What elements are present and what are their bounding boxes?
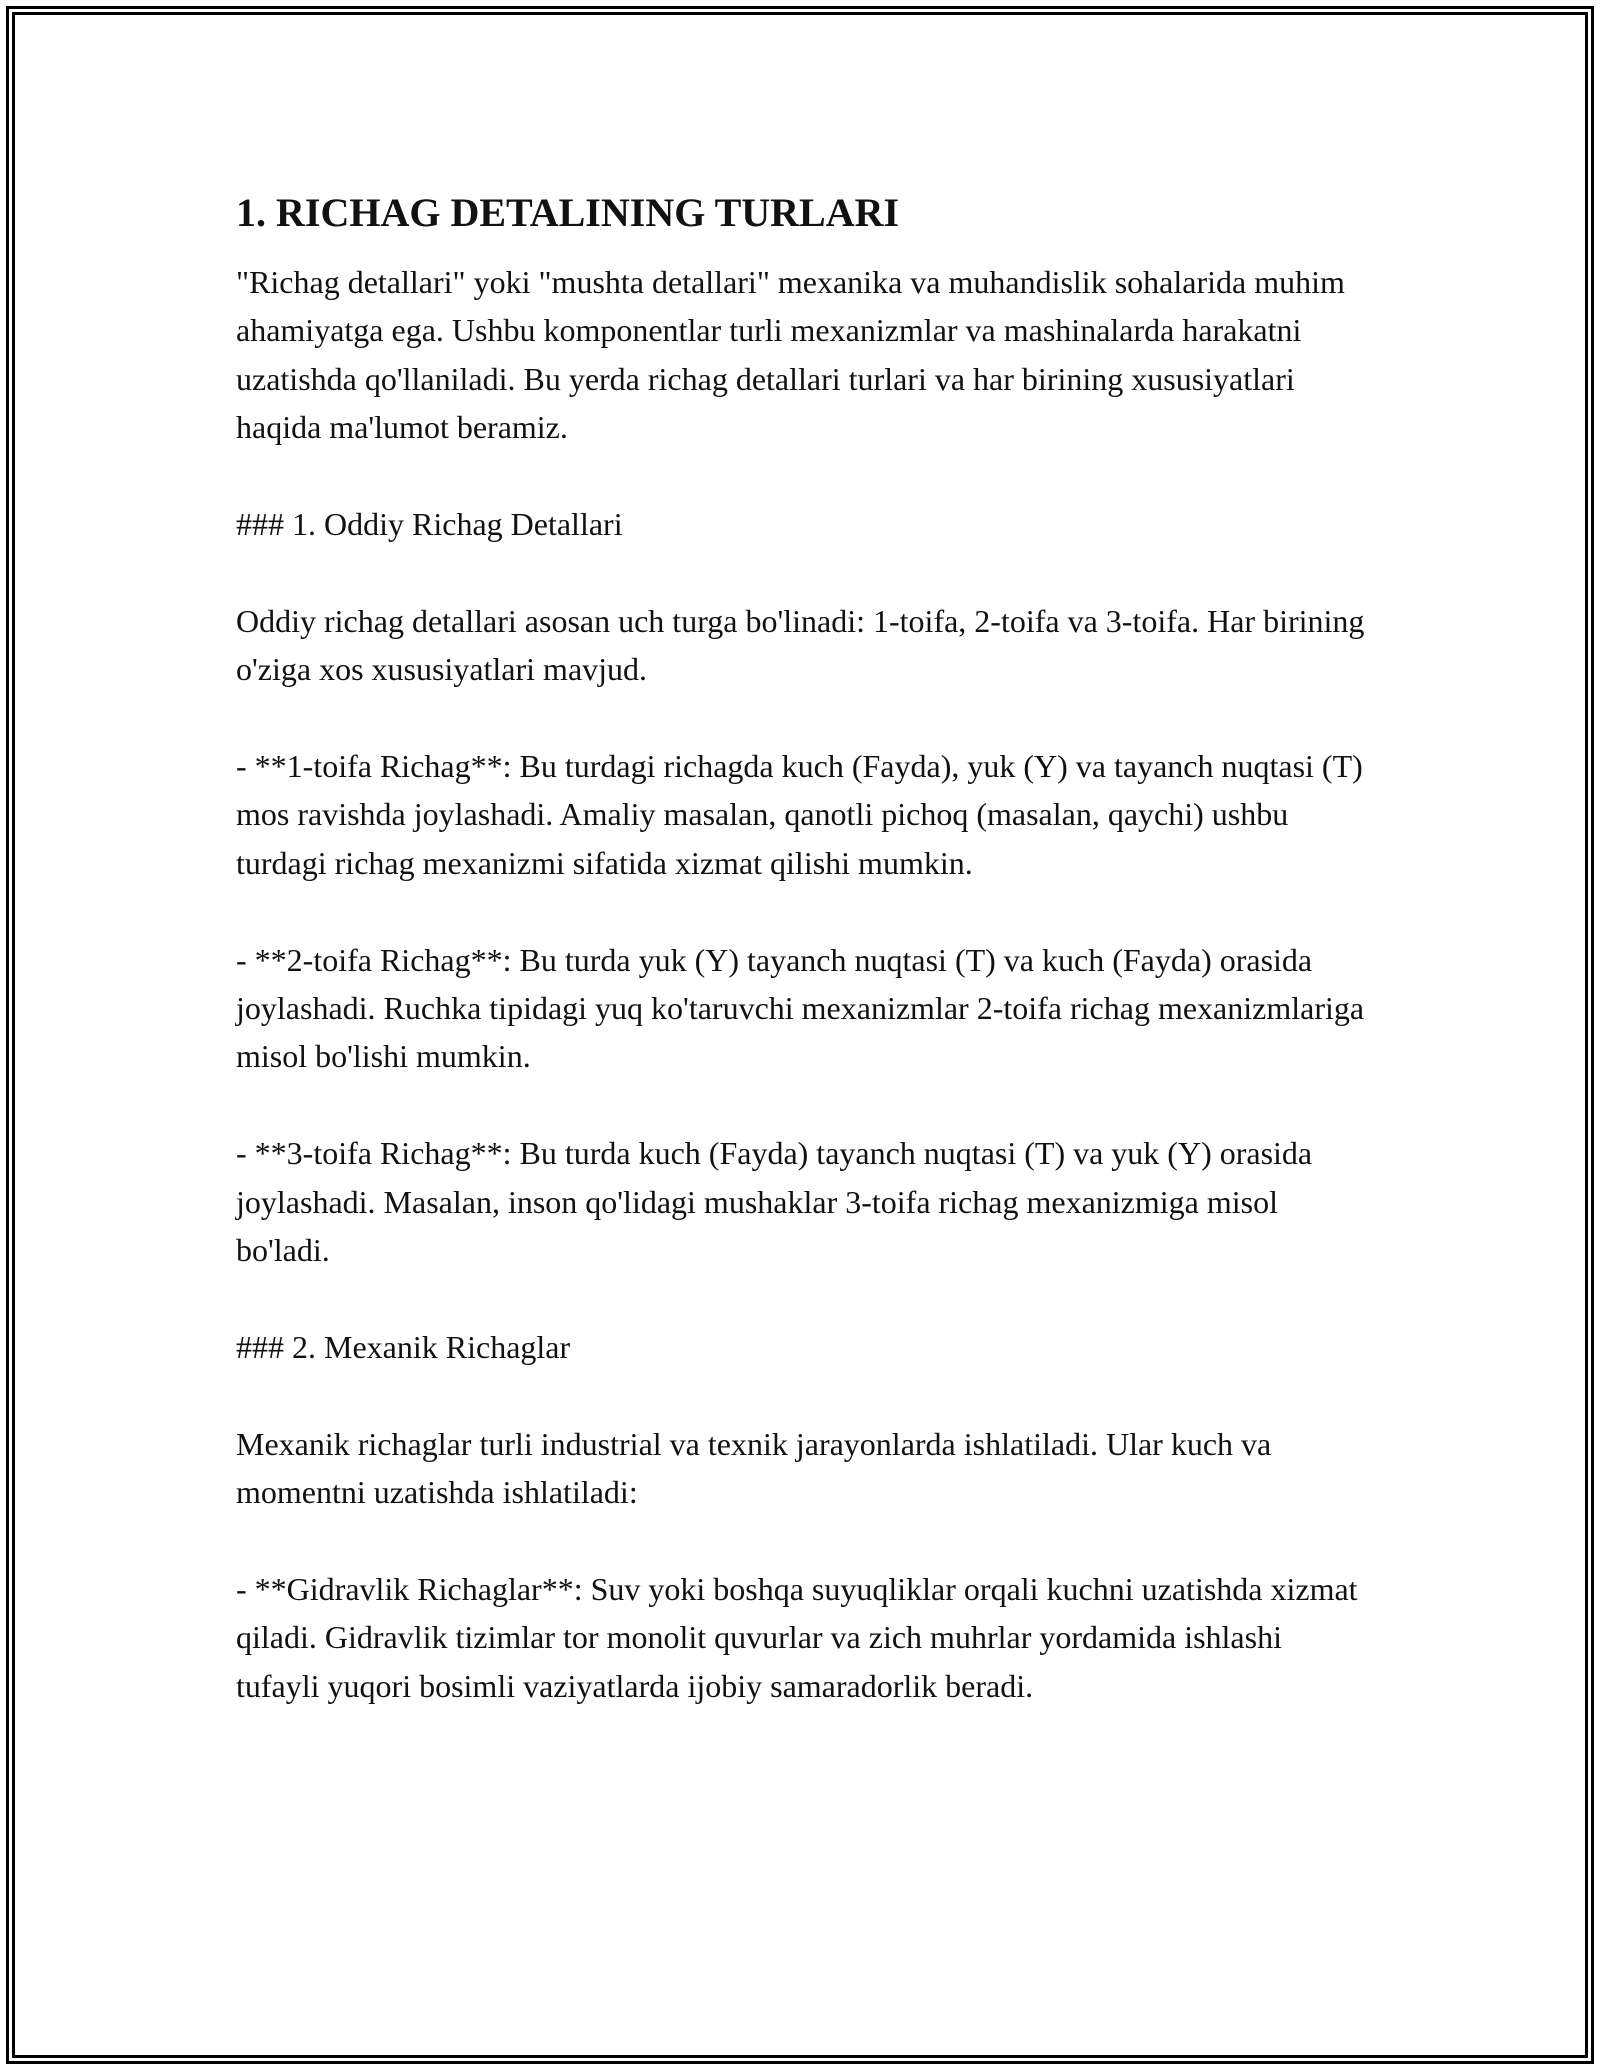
section-2-heading: ### 2. Mexanik Richaglar: [236, 1328, 571, 1365]
paragraph-gap: [236, 1081, 1366, 1129]
section-1-intro: Oddiy richag detallari asosan uch turga bo'linadi: 1-toifa, 2-toifa va 3-toifa. Har birining o'ziga xos xususiyatlari mavjud.: [236, 602, 1365, 688]
section-1-heading: ### 1. Oddiy Richag Detallari: [236, 506, 623, 543]
paragraph-gap: [236, 694, 1366, 742]
section-1-item-2: - **2-toifa Richag**: Bu turda yuk (Y) tayanch nuqtasi (T) va kuch (Fayda) orasida joylashadi. Ruchka tipidagi yuq ko'taruvchi mexanizmlar 2-toifa richag mexanizmlariga misol bo'lishi mumkin.: [236, 941, 1365, 1075]
intro-paragraph: "Richag detallari" yoki "mushta detallari" mexanika va muhandislik sohalarida muhim ahamiyatga ega. Ushbu komponentlar turli mexanizmlar va mashinalarda harakatni uzatishda qo'llaniladi. Bu yerda richag detallari turlari va har birining xususiyatlari haqida ma'lumot beramiz.: [236, 264, 1345, 446]
paragraph-gap: [236, 1516, 1366, 1564]
section-2-item-1: - **Gidravlik Richaglar**: Suv yoki boshqa suyuqliklar orqali kuchni uzatishda xizmat qiladi. Gidravlik tizimlar tor monolit quvurlar va zich muhrlar yordamida ishlashi tufayli yuqori bosimli vaziyatlarda ijobiy samaradorlik beradi.: [236, 1570, 1358, 1704]
document-body: [236, 186, 1366, 1710]
document-text: [236, 258, 1366, 1710]
section-1-item-1: - **1-toifa Richag**: Bu turdagi richagda kuch (Fayda), yuk (Y) va tayanch nuqtasi (T) mos ravishda joylashadi. Amaliy masalan, qanotli pichoq (masalan, qaychi) ushbu turdagi richag mexanizmi sifatida xizmat qilishi mumkin.: [236, 748, 1363, 881]
section-2-intro: Mexanik richaglar turli industrial va texnik jarayonlarda ishlatiladi. Ular kuch va momentni uzatishda ishlatiladi:: [236, 1425, 1272, 1511]
paragraph-gap: [236, 548, 1366, 596]
section-1-item-3: - **3-toifa Richag**: Bu turda kuch (Fayda) tayanch nuqtasi (T) va yuk (Y) orasida joylashadi. Masalan, inson qo'lidagi mushaklar 3-toifa richag mexanizmiga misol bo'ladi.: [236, 1135, 1313, 1269]
document-title: 1. RICHAG DETALINING TURLARI: [236, 190, 900, 235]
paragraph-gap: [236, 887, 1366, 935]
paragraph-gap: [236, 1371, 1366, 1419]
paragraph-gap: [236, 1274, 1366, 1322]
paragraph-gap: [236, 452, 1366, 500]
